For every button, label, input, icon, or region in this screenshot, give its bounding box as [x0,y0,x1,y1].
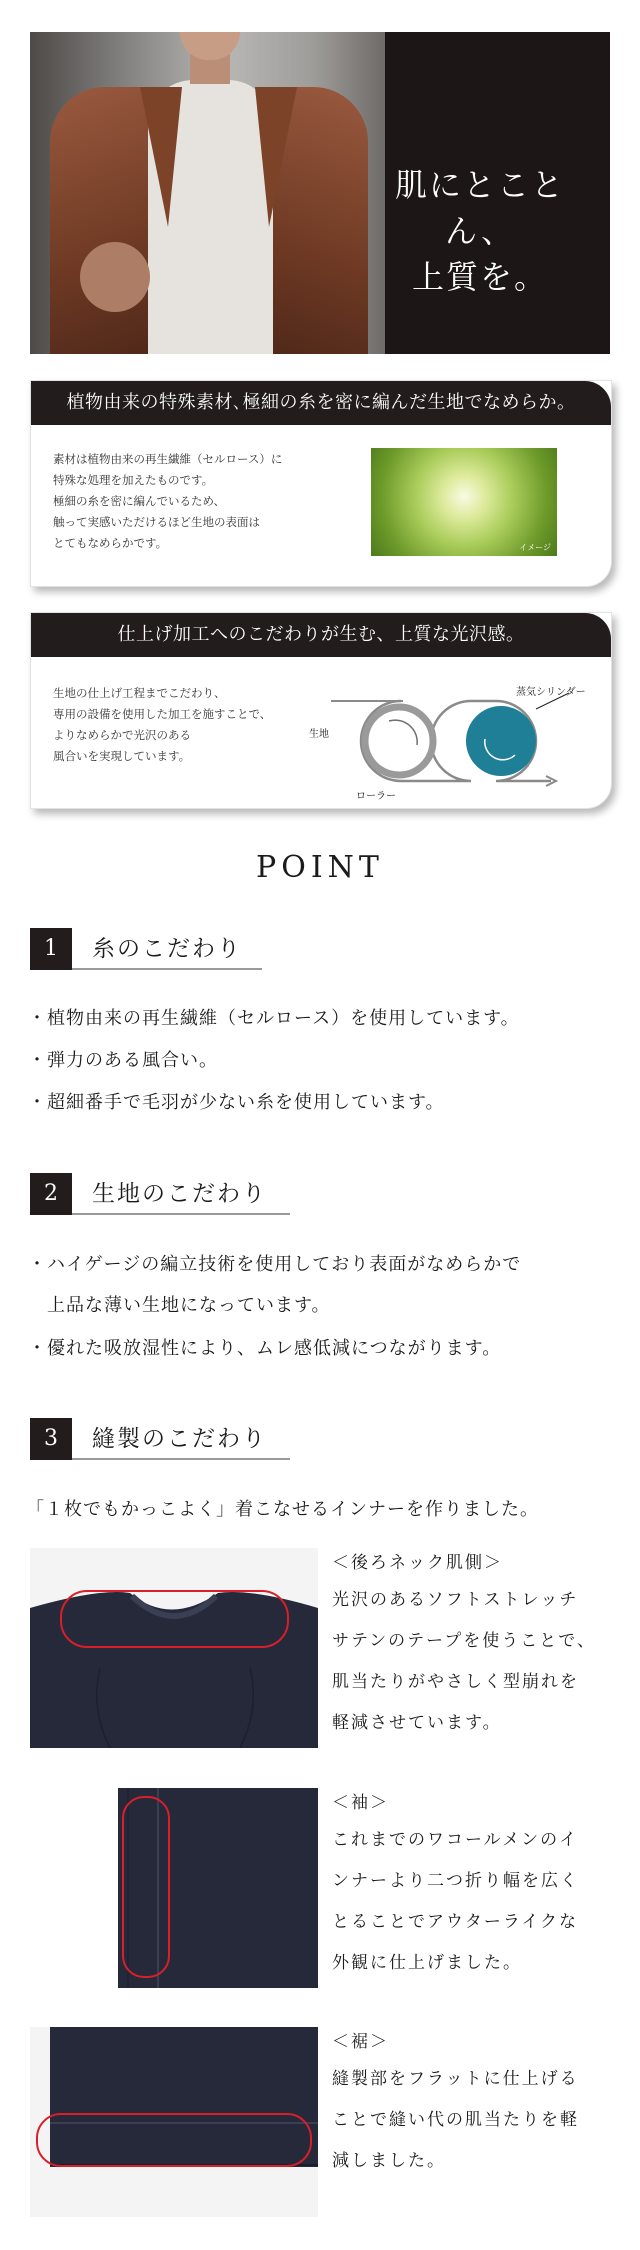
section-title: 縫製のこだわり [92,1426,267,1452]
roller-rotation-icon [389,720,417,745]
hem-photo [30,2027,318,2217]
bullet-item: 上品な薄い生地になっています。 [28,1295,331,1316]
sleeve-highlight-ring [122,1796,170,1978]
section-underline [72,968,262,970]
leaf-image [371,448,557,556]
sleeve-photo [118,1788,318,1988]
steam-cylinder-circle [466,706,536,776]
detail-line: 減しました。 [332,2151,446,2171]
tshirt-neck-drawing [30,1548,318,1748]
detail-line: 縫製部をフラットに仕上げる [332,2069,579,2089]
section-number-badge: 2 [30,1173,72,1215]
detail-label: ＜後ろネック肌側＞ [332,1553,503,1573]
section-number-badge: 1 [30,928,72,970]
body-line: 生地の仕上げ工程までこだわり、 [53,686,226,700]
roller-circle [365,707,433,775]
body-line: 専用の設備を使用した加工を施すことで、 [53,707,272,721]
body-line: 素材は植物由来の再生繊維（セルロース）に [53,452,283,466]
hero-headline-line2: 上質を。 [411,258,548,296]
bullet-item: ・優れた吸放湿性により、ムレ感低減につながります。 [28,1338,502,1359]
hero-banner [30,32,610,354]
detail-line: 光沢のあるソフトストレッチ [332,1590,579,1610]
detail-label: ＜袖＞ [332,1793,389,1813]
detail-line: 軽減させています。 [332,1713,502,1733]
feature-card-title: 仕上げ加工へのこだわりが生む、上質な光沢感。 [117,624,525,645]
body-line: とてもなめらかです。 [53,536,168,550]
neck-highlight-ring [60,1590,289,1648]
jacket-lapel-left [140,87,182,227]
body-line: 触って実感いただけるほど生地の表面は [53,515,260,529]
feature-card-material [30,380,612,587]
roller-label: ローラー [356,791,396,802]
bullet-item: ・植物由来の再生繊維（セルロース）を使用しています。 [28,1008,520,1029]
back-neck-photo [30,1548,318,1748]
body-line: 風合いを実現しています。 [53,749,191,763]
feature-card-header [31,613,611,657]
section-title: 糸のこだわり [92,936,242,962]
bullet-item: ・弾力のある風合い。 [28,1050,218,1071]
detail-line: サテンのテープを使うことで、 [332,1631,596,1651]
hero-headline-line1: 肌にとことん、 [394,166,565,250]
feature-card-body [53,683,271,767]
body-line: よりなめらかで光沢のある [53,728,191,742]
feature-card-finish [30,612,612,809]
model-hand [80,242,150,312]
image-caption: イメージ [519,543,551,552]
detail-label: ＜裾＞ [332,2032,389,2052]
feature-card-body [53,449,282,554]
detail-text [332,1580,596,1744]
detail-line: 外観に仕上げました。 [332,1953,522,1973]
body-line: 特殊な処理を加えたものです。 [53,473,214,487]
detail-line: ことで縫い代の肌当たりを軽 [332,2110,579,2130]
detail-line: これまでのワコールメンのイ [332,1830,579,1850]
bullet-item: ・ハイゲージの編立技術を使用しており表面がなめらかで [28,1254,522,1275]
hero-headline [365,162,595,300]
model-chin [180,32,240,60]
section-number-badge: 3 [30,1418,72,1460]
detail-line: ンナーより二つ折り幅を広く [332,1871,579,1891]
section-intro: 「１枚でもかっこよく」着こなせるインナーを作りました。 [26,1499,539,1520]
feature-card-header [31,381,611,425]
feature-card-title: 植物由来の特殊素材､極細の糸を密に編んだ生地でなめらか。 [66,392,576,413]
point-heading: POINT [256,850,384,885]
section-underline [72,1458,290,1460]
detail-line: とることでアウターライクな [332,1912,578,1932]
section-title: 生地のこだわり [92,1181,267,1207]
detail-text [332,1820,579,1984]
detail-line: 肌当たりがやさしく型崩れを [332,1672,579,1692]
hero-model-photo [30,32,385,354]
body-line: 極細の糸を密に編んでいるため、 [53,494,226,508]
section-underline [72,1213,290,1215]
jacket-lapel-right [255,87,297,227]
hem-highlight-ring [36,2113,312,2167]
fabric-label: 生地 [309,729,329,740]
bullet-item: ・超細番手で毛羽が少ない糸を使用しています。 [28,1092,445,1113]
cylinder-label: 蒸気シリンダー [516,687,586,698]
detail-text [332,2059,579,2182]
